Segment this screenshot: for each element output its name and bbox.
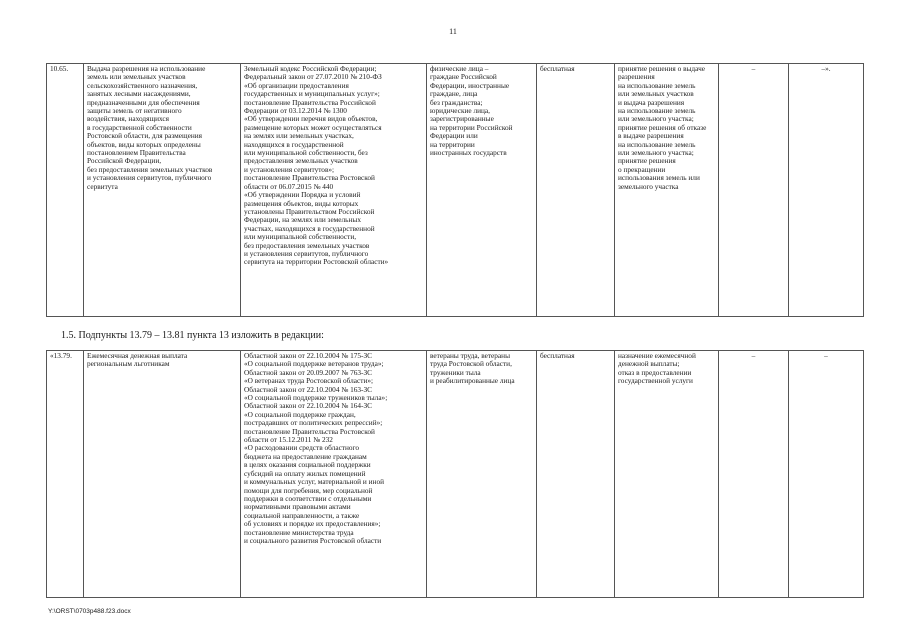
service-name: Ежемесячная денежная выплата региональным льготникам: [84, 351, 241, 598]
row-number: «13.79.: [47, 351, 84, 598]
legal-basis: Земельный кодекс Российской Федерации; Федеральный закон от 27.07.2010 № 210-ФЗ «Об организации предоставления государственных и муниципальных услуг»; постановление Правительства Российской Федерации от 03.12.2014 № 1300 «Об утверждении перечня видов объектов, размещение которых может осуществляться на землях или земельных участках, находящихся в государственной или муниципальной собственности, без предоставления земельных участков и установления сервитутов»; постановление Правительства Ростовской области от 06.07.2015 № 440 «Об утверждении Порядка и условий размещения объектов, виды которых установлены Правительством Российской Федерации, на землях или земельных участках, находящихся в государственной или муниципальной собственности, без предоставления земельных участков и установления сервитутов, публичного сервитута на территории Ростовской области»: [241, 64, 427, 317]
services-table-continued: [46, 63, 864, 317]
column-7-value: –: [719, 351, 789, 598]
service-result: принятие решения о выдаче разрешения на использование земель или земельных участков и выдача разрешения на использование земель или земельного участка; принятие решения об отказе в выдаче разрешения на использование земель или земельного участка; принятие решения о прекращении использования земель или земельного участка: [615, 64, 719, 317]
column-7-value: –: [719, 64, 789, 317]
column-8-value: –».: [789, 64, 864, 317]
table-row: [47, 351, 864, 598]
recipients: ветераны труда, ветераны труда Ростовской области, труженики тыла и реабилитированные лица: [427, 351, 537, 598]
column-8-value: –: [789, 351, 864, 598]
services-table-new: [46, 350, 864, 598]
page-number: 11: [449, 27, 457, 36]
file-path-footer: Y:\ORST\0703p488.f23.docx: [48, 608, 131, 615]
payment-terms: бесплатная: [537, 64, 615, 317]
table-row: [47, 64, 864, 317]
service-name: Выдача разрешения на использование земель или земельных участков сельскохозяйственного назначения, занятых лесными насаждениями, предназначенными для обеспечения защиты земель от негативного воздействия, находящихся в государственной собственности Ростовской области, для размещения объектов, виды которых определены постановлением Правительства Российской Федерации, без предоставления земельных участков и установления сервитутов, публичного сервитута: [84, 64, 241, 317]
legal-basis: Областной закон от 22.10.2004 № 175-ЗС «О социальной поддержке ветеранов труда»; Областной закон от 20.09.2007 № 763-ЗС «О ветеранах труда Ростовской области»; Областной закон от 22.10.2004 № 163-ЗС «О социальной поддержке тружеников тыла»; Областной закон от 22.10.2004 № 164-ЗС «О социальной поддержке граждан, пострадавших от политических репрессий»; постановление Правительства Ростовской области от 15.12.2011 № 232 «О расходовании средств областного бюджета на предоставление гражданам в целях оказания социальной поддержки субсидий на оплату жилых помещений и коммунальных услуг, материальной и иной помощи для погребения, мер социальной поддержки в соответствии с отдельными нормативными правовыми актами социальной направленности, а также об условиях и порядке их предоставления»; постановление министерства труда и социального развития Ростовской области: [241, 351, 427, 598]
row-number: 10.65.: [47, 64, 84, 317]
payment-terms: бесплатная: [537, 351, 615, 598]
section-heading: 1.5. Подпункты 13.79 – 13.81 пункта 13 изложить в редакции:: [61, 330, 324, 341]
service-result: назначение ежемесячной денежной выплаты; отказ в предоставлении государственной услуги: [615, 351, 719, 598]
recipients: физические лица – граждане Российской Федерации, иностранные граждане, лица без гражданства; юридические лица, зарегистрированные на территории Российской Федерации или на территории иностранных государств: [427, 64, 537, 317]
